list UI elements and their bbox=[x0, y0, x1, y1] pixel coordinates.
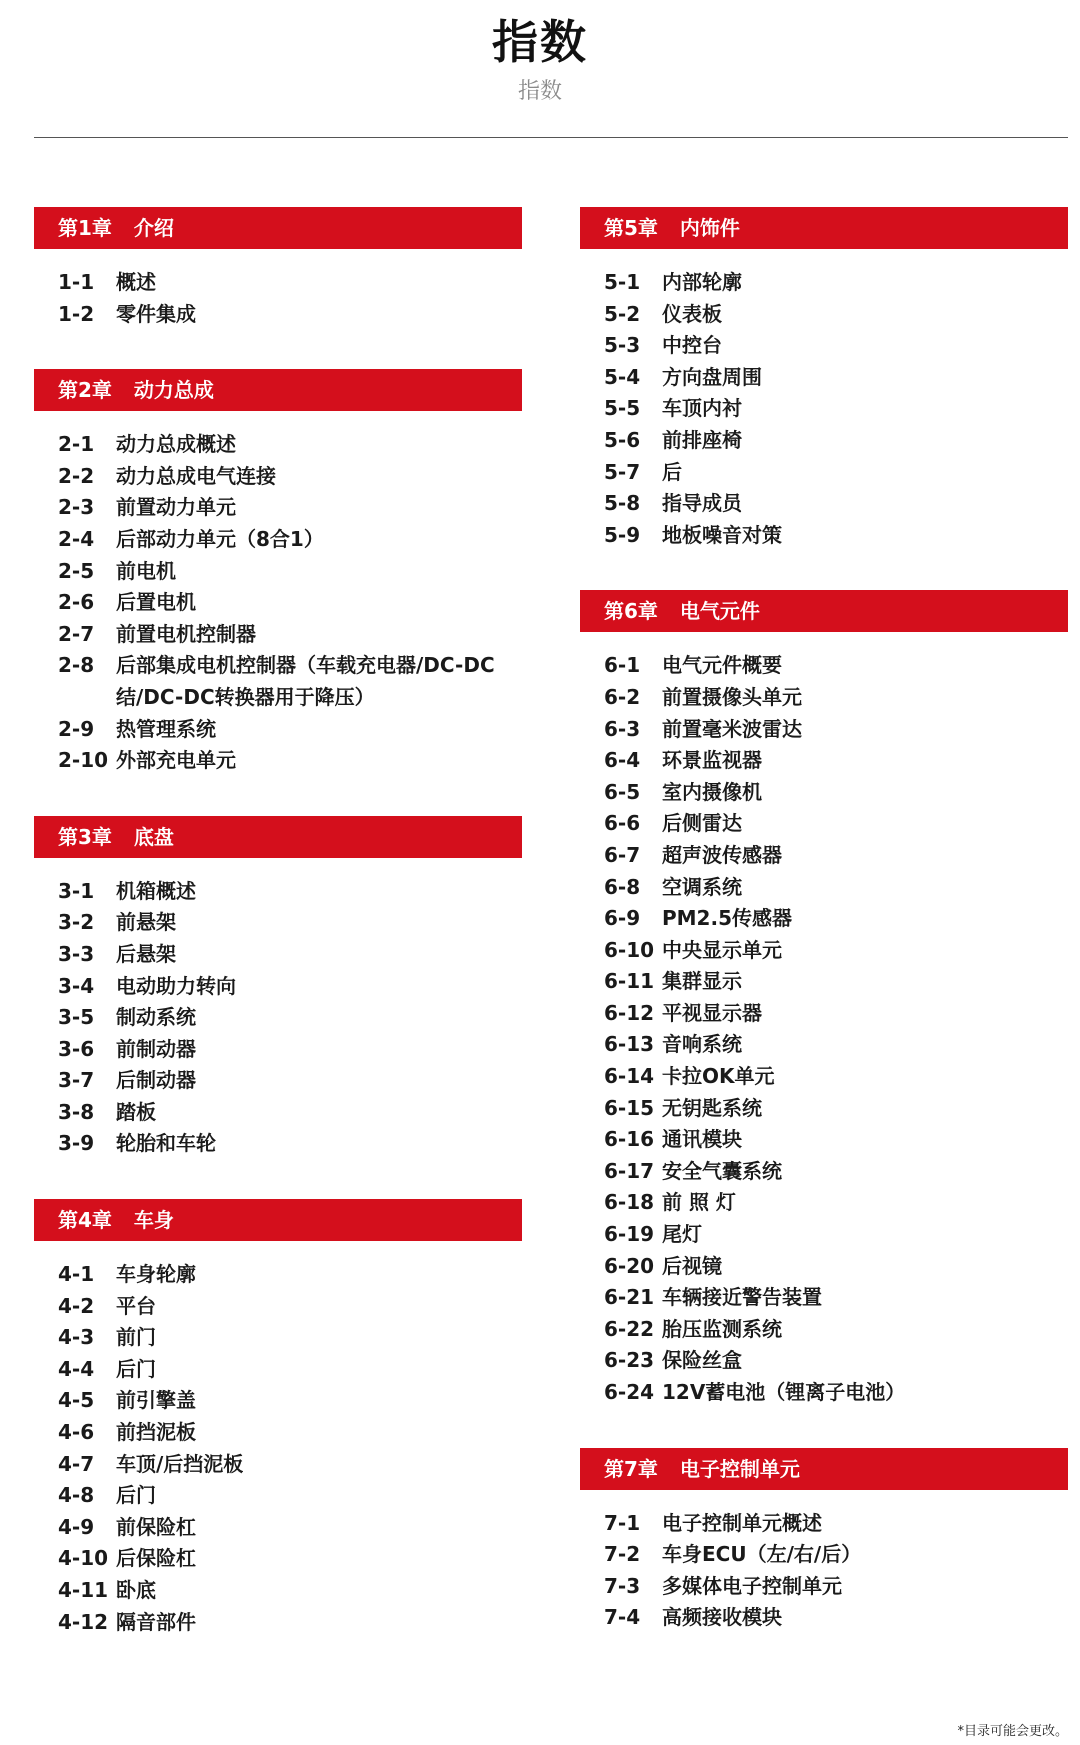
toc-entry-number: 6-19 bbox=[604, 1222, 655, 1247]
toc-entry bbox=[34, 1097, 522, 1129]
toc-entry-title: 前置电机控制器 bbox=[116, 621, 256, 646]
toc-entry bbox=[34, 1128, 522, 1160]
toc-entry-number: 5-3 bbox=[604, 333, 641, 358]
chapter-title: 内饰件 bbox=[679, 216, 740, 240]
toc-entry bbox=[34, 1480, 522, 1512]
toc-entry bbox=[580, 488, 1068, 520]
toc-entry-title: 前置动力单元 bbox=[116, 495, 236, 520]
toc-entry bbox=[34, 1065, 522, 1097]
toc-entry-number: 6-2 bbox=[604, 684, 641, 709]
toc-entry-number: 5-5 bbox=[604, 396, 641, 421]
toc-entry bbox=[580, 362, 1068, 394]
toc-entry-number: 2-1 bbox=[58, 432, 95, 457]
toc-entry-title: 前保险杠 bbox=[116, 1514, 196, 1539]
toc-entry bbox=[34, 1034, 522, 1066]
toc-entry-number: 4-7 bbox=[58, 1451, 95, 1476]
toc-entry bbox=[580, 1187, 1068, 1219]
toc-entry bbox=[34, 524, 522, 556]
toc-entry-number: 3-7 bbox=[58, 1068, 95, 1093]
toc-entry-number: 5-4 bbox=[604, 364, 641, 389]
toc-entry bbox=[34, 556, 522, 588]
toc-entry bbox=[580, 1314, 1068, 1346]
toc-entry bbox=[580, 1124, 1068, 1156]
toc-entry-number: 2-9 bbox=[58, 716, 95, 741]
toc-entry-title: 卧底 bbox=[116, 1578, 156, 1602]
toc-entry-title: 后置电机 bbox=[116, 590, 196, 615]
toc-entry-number: 6-9 bbox=[604, 906, 641, 931]
chapter-section bbox=[580, 207, 1068, 551]
toc-entry bbox=[580, 840, 1068, 872]
toc-entry-title: 前引擎盖 bbox=[116, 1388, 196, 1413]
toc-entry-title: 尾灯 bbox=[662, 1222, 702, 1247]
toc-entry-number: 6-20 bbox=[604, 1253, 655, 1278]
toc-entry-number: 2-7 bbox=[58, 621, 95, 646]
toc-entry bbox=[34, 1385, 522, 1417]
toc-entry-number: 6-10 bbox=[604, 937, 655, 962]
toc-entry-title: 平台 bbox=[116, 1293, 156, 1318]
toc-entry bbox=[580, 682, 1068, 714]
toc-entry-number: 4-4 bbox=[58, 1356, 95, 1381]
toc-entry-title: 踏板 bbox=[116, 1099, 156, 1124]
page-subtitle: 指数 bbox=[517, 79, 562, 104]
header-divider bbox=[34, 137, 1068, 138]
toc-entry-title: 动力总成电气连接 bbox=[116, 463, 276, 488]
toc-entry bbox=[34, 650, 522, 713]
toc-entry-title: 高频接收模块 bbox=[662, 1605, 782, 1630]
toc-entry-title: 内部轮廓 bbox=[662, 270, 742, 294]
toc-entry bbox=[580, 777, 1068, 809]
toc-entry-number: 6-1 bbox=[604, 653, 641, 678]
toc-entry-title: 后 bbox=[662, 459, 682, 484]
chapter-section bbox=[580, 1448, 1068, 1634]
chapter-number: 第2章 bbox=[58, 378, 112, 403]
toc-entry-number: 6-5 bbox=[604, 779, 641, 804]
toc-entry bbox=[34, 745, 522, 777]
toc-entry-number: 5-9 bbox=[604, 522, 641, 547]
toc-entry-number: 6-22 bbox=[604, 1316, 655, 1341]
toc-entry-title: 12V蓄电池（锂离子电池） bbox=[662, 1380, 906, 1404]
toc-entry-title: 指导成员 bbox=[662, 491, 742, 516]
toc-entry-title: 后部集成电机控制器（车载充电器/DC-DC结/DC-DC转换器用于降压） bbox=[116, 653, 495, 709]
toc-entry bbox=[580, 457, 1068, 489]
toc-entry-title: 零件集成 bbox=[116, 301, 196, 326]
toc-entry-number: 6-16 bbox=[604, 1127, 655, 1152]
chapter-section bbox=[580, 590, 1068, 1408]
toc-entry-number: 3-6 bbox=[58, 1036, 95, 1061]
toc-entry bbox=[34, 1259, 522, 1291]
toc-entry bbox=[34, 492, 522, 524]
right-column bbox=[580, 207, 1068, 1673]
toc-entry-title: 保险丝盒 bbox=[662, 1348, 742, 1373]
toc-entry-number: 2-10 bbox=[58, 748, 109, 773]
toc-entry-title: 通讯模块 bbox=[662, 1127, 742, 1152]
chapter-number: 第7章 bbox=[604, 1456, 658, 1481]
toc-entry-title: 中央显示单元 bbox=[662, 937, 782, 962]
toc-entry-number: 5-1 bbox=[604, 270, 641, 294]
toc-entry-title: 前 照 灯 bbox=[662, 1190, 736, 1215]
toc-entry-number: 4-11 bbox=[58, 1578, 109, 1602]
toc-entry bbox=[34, 1607, 522, 1639]
chapter-section bbox=[34, 1199, 522, 1638]
toc-entry-number: 6-4 bbox=[604, 748, 641, 773]
toc-entry bbox=[580, 872, 1068, 904]
toc-entry bbox=[34, 1417, 522, 1449]
toc-entry-title: 安全气囊系统 bbox=[662, 1158, 782, 1183]
toc-entry bbox=[580, 1029, 1068, 1061]
toc-entry-title: 电动助力转向 bbox=[116, 973, 236, 998]
toc-entry-title: 卡拉OK单元 bbox=[662, 1064, 775, 1089]
toc-entry bbox=[34, 1354, 522, 1386]
left-column bbox=[34, 207, 522, 1677]
toc-entry-number: 2-4 bbox=[58, 526, 95, 551]
toc-entry bbox=[34, 939, 522, 971]
toc-entry bbox=[34, 299, 522, 331]
toc-entry-title: 车顶内衬 bbox=[662, 396, 742, 421]
toc-entry-number: 6-24 bbox=[604, 1380, 655, 1404]
toc-entry-title: 车身轮廓 bbox=[116, 1262, 196, 1287]
toc-entry-title: 前制动器 bbox=[116, 1036, 196, 1061]
toc-entry-title: 机箱概述 bbox=[116, 878, 196, 903]
toc-entry-title: 前电机 bbox=[116, 558, 176, 583]
toc-entry-title: 空调系统 bbox=[662, 874, 742, 899]
toc-entry-title: 超声波传感器 bbox=[662, 842, 782, 867]
toc-entry-title: 地板噪音对策 bbox=[662, 522, 782, 547]
toc-entry-number: 5-6 bbox=[604, 427, 641, 452]
chapter-title: 动力总成 bbox=[133, 378, 214, 403]
toc-entry bbox=[580, 935, 1068, 967]
toc-entry-number: 6-8 bbox=[604, 874, 641, 899]
toc-entry bbox=[580, 1508, 1068, 1540]
chapter-title: 车身 bbox=[133, 1208, 174, 1233]
toc-entry-number: 6-14 bbox=[604, 1064, 655, 1089]
chapter-header bbox=[580, 207, 1068, 249]
toc-entry bbox=[580, 808, 1068, 840]
page-title: 指数 bbox=[492, 15, 588, 69]
toc-entry bbox=[34, 1575, 522, 1607]
toc-entry-number: 4-9 bbox=[58, 1514, 95, 1539]
toc-entry bbox=[34, 587, 522, 619]
toc-entry-title: 胎压监测系统 bbox=[662, 1316, 782, 1341]
toc-entry-number: 3-9 bbox=[58, 1131, 95, 1156]
toc-entry-title: 车辆接近警告装置 bbox=[662, 1285, 822, 1310]
toc-entry-number: 4-10 bbox=[58, 1546, 109, 1571]
toc-entry bbox=[580, 1219, 1068, 1251]
toc-entry bbox=[580, 714, 1068, 746]
toc-entry-number: 5-2 bbox=[604, 301, 641, 326]
toc-entry-number: 3-8 bbox=[58, 1099, 95, 1124]
chapter-item-list bbox=[580, 249, 1068, 551]
toc-entry bbox=[34, 619, 522, 651]
toc-entry bbox=[580, 267, 1068, 299]
toc-entry-title: 无钥匙系统 bbox=[662, 1095, 762, 1120]
toc-entry-title: 热管理系统 bbox=[116, 716, 216, 741]
toc-entry bbox=[580, 1061, 1068, 1093]
toc-entry-title: 后保险杠 bbox=[116, 1546, 196, 1571]
toc-entry bbox=[580, 1539, 1068, 1571]
toc-entry bbox=[580, 1093, 1068, 1125]
toc-entry-title: PM2.5传感器 bbox=[662, 906, 792, 931]
toc-entry bbox=[34, 267, 522, 299]
toc-entry-title: 后门 bbox=[116, 1356, 156, 1381]
toc-entry bbox=[580, 903, 1068, 935]
toc-entry-number: 6-7 bbox=[604, 842, 641, 867]
toc-entry-number: 6-3 bbox=[604, 716, 641, 741]
chapter-header bbox=[34, 207, 522, 249]
toc-entry-number: 4-1 bbox=[58, 1262, 95, 1287]
toc-entry bbox=[34, 876, 522, 908]
toc-entry-title: 制动系统 bbox=[116, 1005, 196, 1030]
chapter-number: 第1章 bbox=[58, 216, 112, 240]
chapter-number: 第4章 bbox=[58, 1208, 112, 1233]
toc-entry-title: 电子控制单元概述 bbox=[662, 1510, 822, 1535]
toc-entry-number: 5-8 bbox=[604, 491, 641, 516]
chapter-title: 底盘 bbox=[133, 824, 174, 849]
toc-entry-title: 环景监视器 bbox=[662, 748, 762, 773]
toc-entry-title: 仪表板 bbox=[662, 301, 722, 326]
toc-entry-title: 电气元件概要 bbox=[662, 653, 782, 678]
toc-entry bbox=[580, 745, 1068, 777]
toc-entry bbox=[580, 393, 1068, 425]
toc-entry bbox=[580, 1377, 1068, 1409]
toc-entry-title: 外部充电单元 bbox=[116, 748, 236, 773]
toc-entry bbox=[580, 1156, 1068, 1188]
toc-entry-number: 6-17 bbox=[604, 1158, 655, 1183]
toc-entry-number: 4-6 bbox=[58, 1420, 95, 1445]
chapter-header bbox=[34, 1199, 522, 1241]
chapter-item-list bbox=[34, 858, 522, 1160]
toc-entry-number: 7-2 bbox=[604, 1542, 641, 1567]
toc-entry bbox=[580, 1602, 1068, 1634]
toc-entry-title: 音响系统 bbox=[662, 1032, 742, 1057]
toc-entry-number: 6-11 bbox=[604, 969, 655, 994]
toc-entry-number: 3-2 bbox=[58, 910, 95, 935]
toc-entry-title: 前悬架 bbox=[116, 910, 176, 935]
chapter-title: 介绍 bbox=[133, 216, 174, 240]
toc-entry-title: 室内摄像机 bbox=[662, 779, 762, 804]
toc-entry-title: 动力总成概述 bbox=[116, 432, 236, 457]
toc-entry bbox=[34, 907, 522, 939]
toc-entry bbox=[580, 966, 1068, 998]
toc-entry bbox=[34, 429, 522, 461]
toc-entry-title: 后门 bbox=[116, 1483, 156, 1508]
toc-entry bbox=[580, 330, 1068, 362]
toc-entry-number: 6-21 bbox=[604, 1285, 655, 1310]
toc-entry bbox=[580, 520, 1068, 552]
toc-entry-number: 1-1 bbox=[58, 270, 95, 294]
toc-entry-number: 7-3 bbox=[604, 1573, 641, 1598]
toc-entry-title: 方向盘周围 bbox=[662, 364, 762, 389]
toc-entry-title: 前门 bbox=[116, 1325, 156, 1350]
toc-entry-number: 2-3 bbox=[58, 495, 95, 520]
toc-entry-number: 6-15 bbox=[604, 1095, 655, 1120]
toc-entry-number: 4-8 bbox=[58, 1483, 95, 1508]
toc-entry-title: 中控台 bbox=[662, 333, 722, 358]
toc-entry bbox=[580, 1282, 1068, 1314]
toc-entry-number: 6-18 bbox=[604, 1190, 655, 1215]
toc-entry-title: 集群显示 bbox=[662, 969, 742, 994]
toc-entry-title: 后侧雷达 bbox=[662, 811, 742, 836]
chapter-title: 电子控制单元 bbox=[679, 1456, 800, 1481]
toc-entry-number: 3-4 bbox=[58, 973, 95, 998]
toc-entry bbox=[34, 461, 522, 493]
chapter-header bbox=[580, 590, 1068, 632]
toc-entry-number: 3-1 bbox=[58, 878, 95, 903]
chapter-header bbox=[580, 1448, 1068, 1490]
toc-entry bbox=[34, 714, 522, 746]
chapter-section bbox=[34, 369, 522, 777]
toc-entry-number: 3-5 bbox=[58, 1005, 95, 1030]
toc-entry-title: 后部动力单元（8合1） bbox=[116, 526, 324, 551]
toc-entry bbox=[580, 1345, 1068, 1377]
toc-entry-title: 车身ECU（左/右/后） bbox=[662, 1542, 862, 1567]
toc-entry-title: 概述 bbox=[116, 270, 156, 294]
chapter-item-list bbox=[580, 1490, 1068, 1634]
toc-entry-number: 3-3 bbox=[58, 941, 95, 966]
chapter-item-list bbox=[34, 1241, 522, 1638]
toc-entry-title: 多媒体电子控制单元 bbox=[662, 1573, 842, 1598]
toc-entry-number: 2-2 bbox=[58, 463, 95, 488]
toc-entry bbox=[34, 1512, 522, 1544]
toc-entry bbox=[34, 1002, 522, 1034]
toc-entry bbox=[580, 998, 1068, 1030]
toc-entry-number: 7-4 bbox=[604, 1605, 641, 1630]
toc-entry-number: 6-6 bbox=[604, 811, 641, 836]
toc-entry-title: 平视显示器 bbox=[662, 1000, 762, 1025]
toc-entry bbox=[580, 1251, 1068, 1283]
toc-entry bbox=[34, 1543, 522, 1575]
toc-entry-number: 4-12 bbox=[58, 1609, 109, 1634]
chapter-header bbox=[34, 369, 522, 411]
chapter-item-list bbox=[34, 249, 522, 330]
toc-entry-number: 2-6 bbox=[58, 590, 95, 615]
toc-entry bbox=[580, 299, 1068, 331]
toc-entry-title: 后悬架 bbox=[116, 941, 176, 966]
chapter-header bbox=[34, 816, 522, 858]
chapter-number: 第5章 bbox=[604, 216, 658, 240]
toc-entry-number: 6-12 bbox=[604, 1000, 655, 1025]
chapter-section bbox=[34, 207, 522, 330]
toc-entry-number: 1-2 bbox=[58, 301, 95, 326]
toc-entry-title: 隔音部件 bbox=[116, 1609, 196, 1634]
chapter-item-list bbox=[34, 411, 522, 777]
toc-entry-number: 6-13 bbox=[604, 1032, 655, 1057]
toc-entry bbox=[34, 971, 522, 1003]
toc-entry-number: 2-5 bbox=[58, 558, 95, 583]
toc-entry bbox=[34, 1291, 522, 1323]
toc-entry-number: 4-5 bbox=[58, 1388, 95, 1413]
chapter-title: 电气元件 bbox=[679, 599, 760, 624]
toc-entry-title: 车顶/后挡泥板 bbox=[116, 1451, 244, 1476]
chapter-item-list bbox=[580, 632, 1068, 1408]
toc-entry-title: 后制动器 bbox=[116, 1068, 196, 1093]
toc-entry bbox=[34, 1449, 522, 1481]
toc-entry-number: 7-1 bbox=[604, 1510, 641, 1535]
toc-entry-number: 6-23 bbox=[604, 1348, 655, 1373]
footnote: *目录可能会更改。 bbox=[957, 1724, 1068, 1739]
toc-entry-number: 4-3 bbox=[58, 1325, 95, 1350]
chapter-number: 第3章 bbox=[58, 824, 112, 849]
toc-entry-number: 4-2 bbox=[58, 1293, 95, 1318]
toc-entry-title: 后视镜 bbox=[662, 1253, 722, 1278]
toc-entry bbox=[580, 425, 1068, 457]
toc-entry-title: 前挡泥板 bbox=[116, 1420, 196, 1445]
chapter-section bbox=[34, 816, 522, 1160]
toc-entry-number: 5-7 bbox=[604, 459, 641, 484]
toc-entry-title: 前排座椅 bbox=[662, 427, 742, 452]
toc-entry-title: 前置毫米波雷达 bbox=[662, 716, 802, 741]
toc-entry-title: 前置摄像头单元 bbox=[662, 684, 802, 709]
chapter-number: 第6章 bbox=[604, 599, 658, 624]
toc-entry-title: 轮胎和车轮 bbox=[116, 1131, 216, 1156]
toc-entry bbox=[580, 650, 1068, 682]
toc-entry-number: 2-8 bbox=[58, 653, 95, 678]
toc-entry bbox=[580, 1571, 1068, 1603]
toc-entry bbox=[34, 1322, 522, 1354]
